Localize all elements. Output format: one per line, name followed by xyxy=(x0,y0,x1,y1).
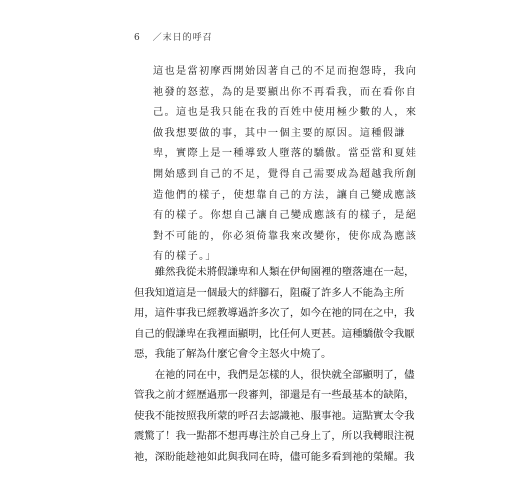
running-header xyxy=(134,30,213,43)
quote-line: 有的樣子。」 xyxy=(153,251,217,263)
quote-line: 對不可能的，你必須倚靠我來改變你，使你成為應該 xyxy=(153,230,418,242)
quote-line: 卑，實際上是一種導致人墮落的驕傲。當亞當和夏娃 xyxy=(153,148,418,160)
page-number: 6 xyxy=(134,33,141,43)
quote-line: 這也是當初摩西開始因著自己的不足而抱怨時，我向 xyxy=(153,66,418,77)
body-line: 管我之前才經歷過那一段審判，卻還是有一些最基本的缺陷， xyxy=(134,389,415,401)
quote-line: 開始感到自己的不足，覺得自己需要成為超越我所創 xyxy=(153,168,418,180)
quote-line: 造他們的樣子，使想靠自己的方法，讓自己變成應該 xyxy=(153,189,418,201)
body-line: 祂，深盼能趁祂如此與我同在時，儘可能多看到祂的榮耀。我 xyxy=(134,450,415,463)
body-line: 雖然我從未將假謙卑和人類在伊甸園裡的墮落連在一起， xyxy=(134,266,415,278)
body-line: 震驚了！我一點都不想再專注於自己身上了，所以我轉眼注視 xyxy=(134,430,415,442)
body-line: 在祂的同在中，我們是怎樣的人，很快就全部顯明了，儘 xyxy=(134,368,415,381)
quote-line: 有的樣子。你想自己讓自己變成應該有的樣子，是絕 xyxy=(153,210,418,222)
quote-line: 己。這也是我只能在我的百姓中使用極少數的人，來 xyxy=(153,107,418,119)
body-line: 惡，我能了解為什麼它會令主怒火中燒了。 xyxy=(134,348,332,360)
quote-line: 做我想要做的事，其中一個主要的原因。這種假謙 xyxy=(153,127,406,139)
quote-line: 祂發的怒惹，為的是要顯出你不再看我，而在看你自 xyxy=(153,86,418,98)
body-line: 但我知道這是一個最大的絆腳石，阻礙了許多人不能為主所 xyxy=(134,286,405,299)
quoted-passage xyxy=(153,62,418,268)
running-title: ／末日的呼召 xyxy=(152,33,213,43)
body-line: 用，這件事我已經教導過許多次了，如今在祂的同在之中，我 xyxy=(134,307,415,319)
body-line: 自己的假謙卑在我裡面顯明，比任何人更甚。這種驕傲令我厭 xyxy=(134,327,415,340)
body-text xyxy=(134,262,415,467)
body-line: 使我不能按照我所蒙的呼召去認識祂、服事祂。這點實太令我 xyxy=(134,409,415,422)
